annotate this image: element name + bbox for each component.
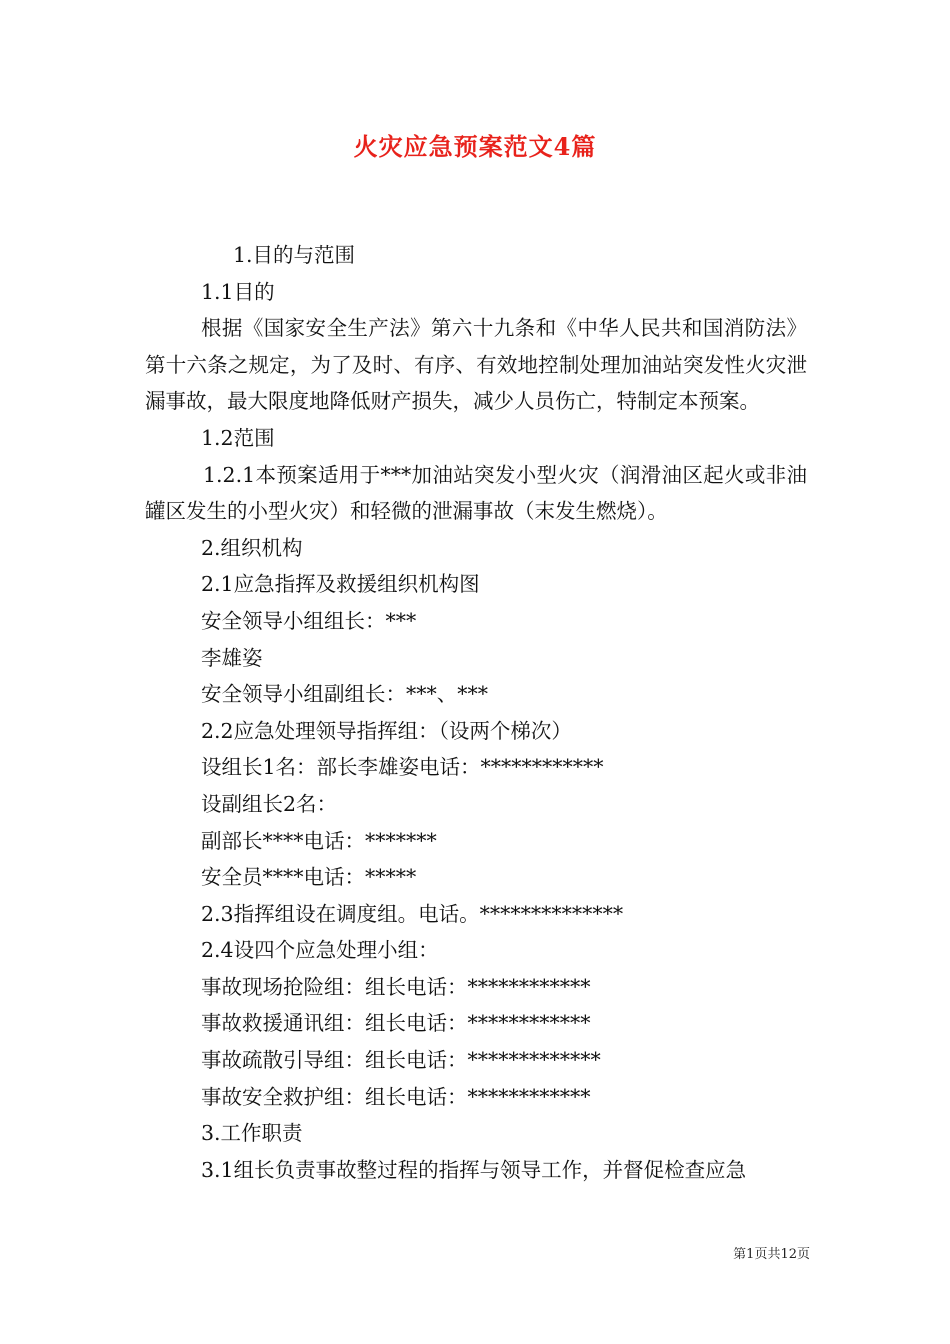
list-line: 事故现场抢险组：组长电话：************ [201, 974, 591, 999]
paragraph-purpose: 根据《国家安全生产法》第六十九条和《中华人民共和国消防法》第十六条之规定，为了及时、有序、有效地控制处理加油站突发性火灾泄漏事故，最大限度地降低财产损失，减少人员伤亡，特制定本预案。 [145, 316, 807, 414]
list-line: 设组长1名：部长李雄姿电话：************ [201, 755, 604, 780]
section-heading-3: 3.工作职责 [201, 1121, 303, 1146]
list-line: 安全领导小组副组长：***、*** [201, 682, 488, 707]
subsection-heading-2-4: 2.4设四个应急处理小组： [201, 938, 439, 963]
list-line: 设副组长2名： [201, 791, 338, 816]
document-title: 火灾应急预案范文4篇 [353, 132, 597, 161]
document-body [145, 237, 807, 1188]
list-line: 副部长****电话：******* [201, 828, 437, 853]
list-line: 事故疏散引导组：组长电话：************* [201, 1048, 601, 1073]
list-line: 事故救援通讯组：组长电话：************ [201, 1011, 591, 1036]
page-number: 第1页共12页 [733, 1247, 810, 1262]
list-line: 李雄姿 [201, 645, 263, 670]
section-heading-1: 1.目的与范围 [233, 243, 356, 267]
subsection-heading-2-1: 2.1应急指挥及救援组织机构图 [201, 572, 480, 597]
paragraph-scope: 1.2.1本预案适用于***加油站突发小型火灾（润滑油区起火或非油罐区发生的小型火灾）和轻微的泄漏事故（末发生燃烧）。 [145, 462, 807, 524]
subsection-heading-1-2: 1.2范围 [201, 425, 275, 450]
subsection-heading-1-1: 1.1目的 [201, 279, 275, 304]
list-line: 安全员****电话：***** [201, 865, 417, 890]
subsection-heading-2-3: 2.3指挥组设在调度组。电话。************** [201, 901, 624, 926]
paragraph-duties: 3.1组长负责事故整过程的指挥与领导工作，并督促检查应急 [201, 1157, 747, 1182]
list-line: 安全领导小组组长：*** [201, 608, 417, 633]
list-line: 事故安全救护组：组长电话：************ [201, 1084, 591, 1109]
section-heading-2: 2.组织机构 [201, 535, 303, 560]
subsection-heading-2-2: 2.2应急处理领导指挥组：（设两个梯次） [201, 718, 572, 743]
